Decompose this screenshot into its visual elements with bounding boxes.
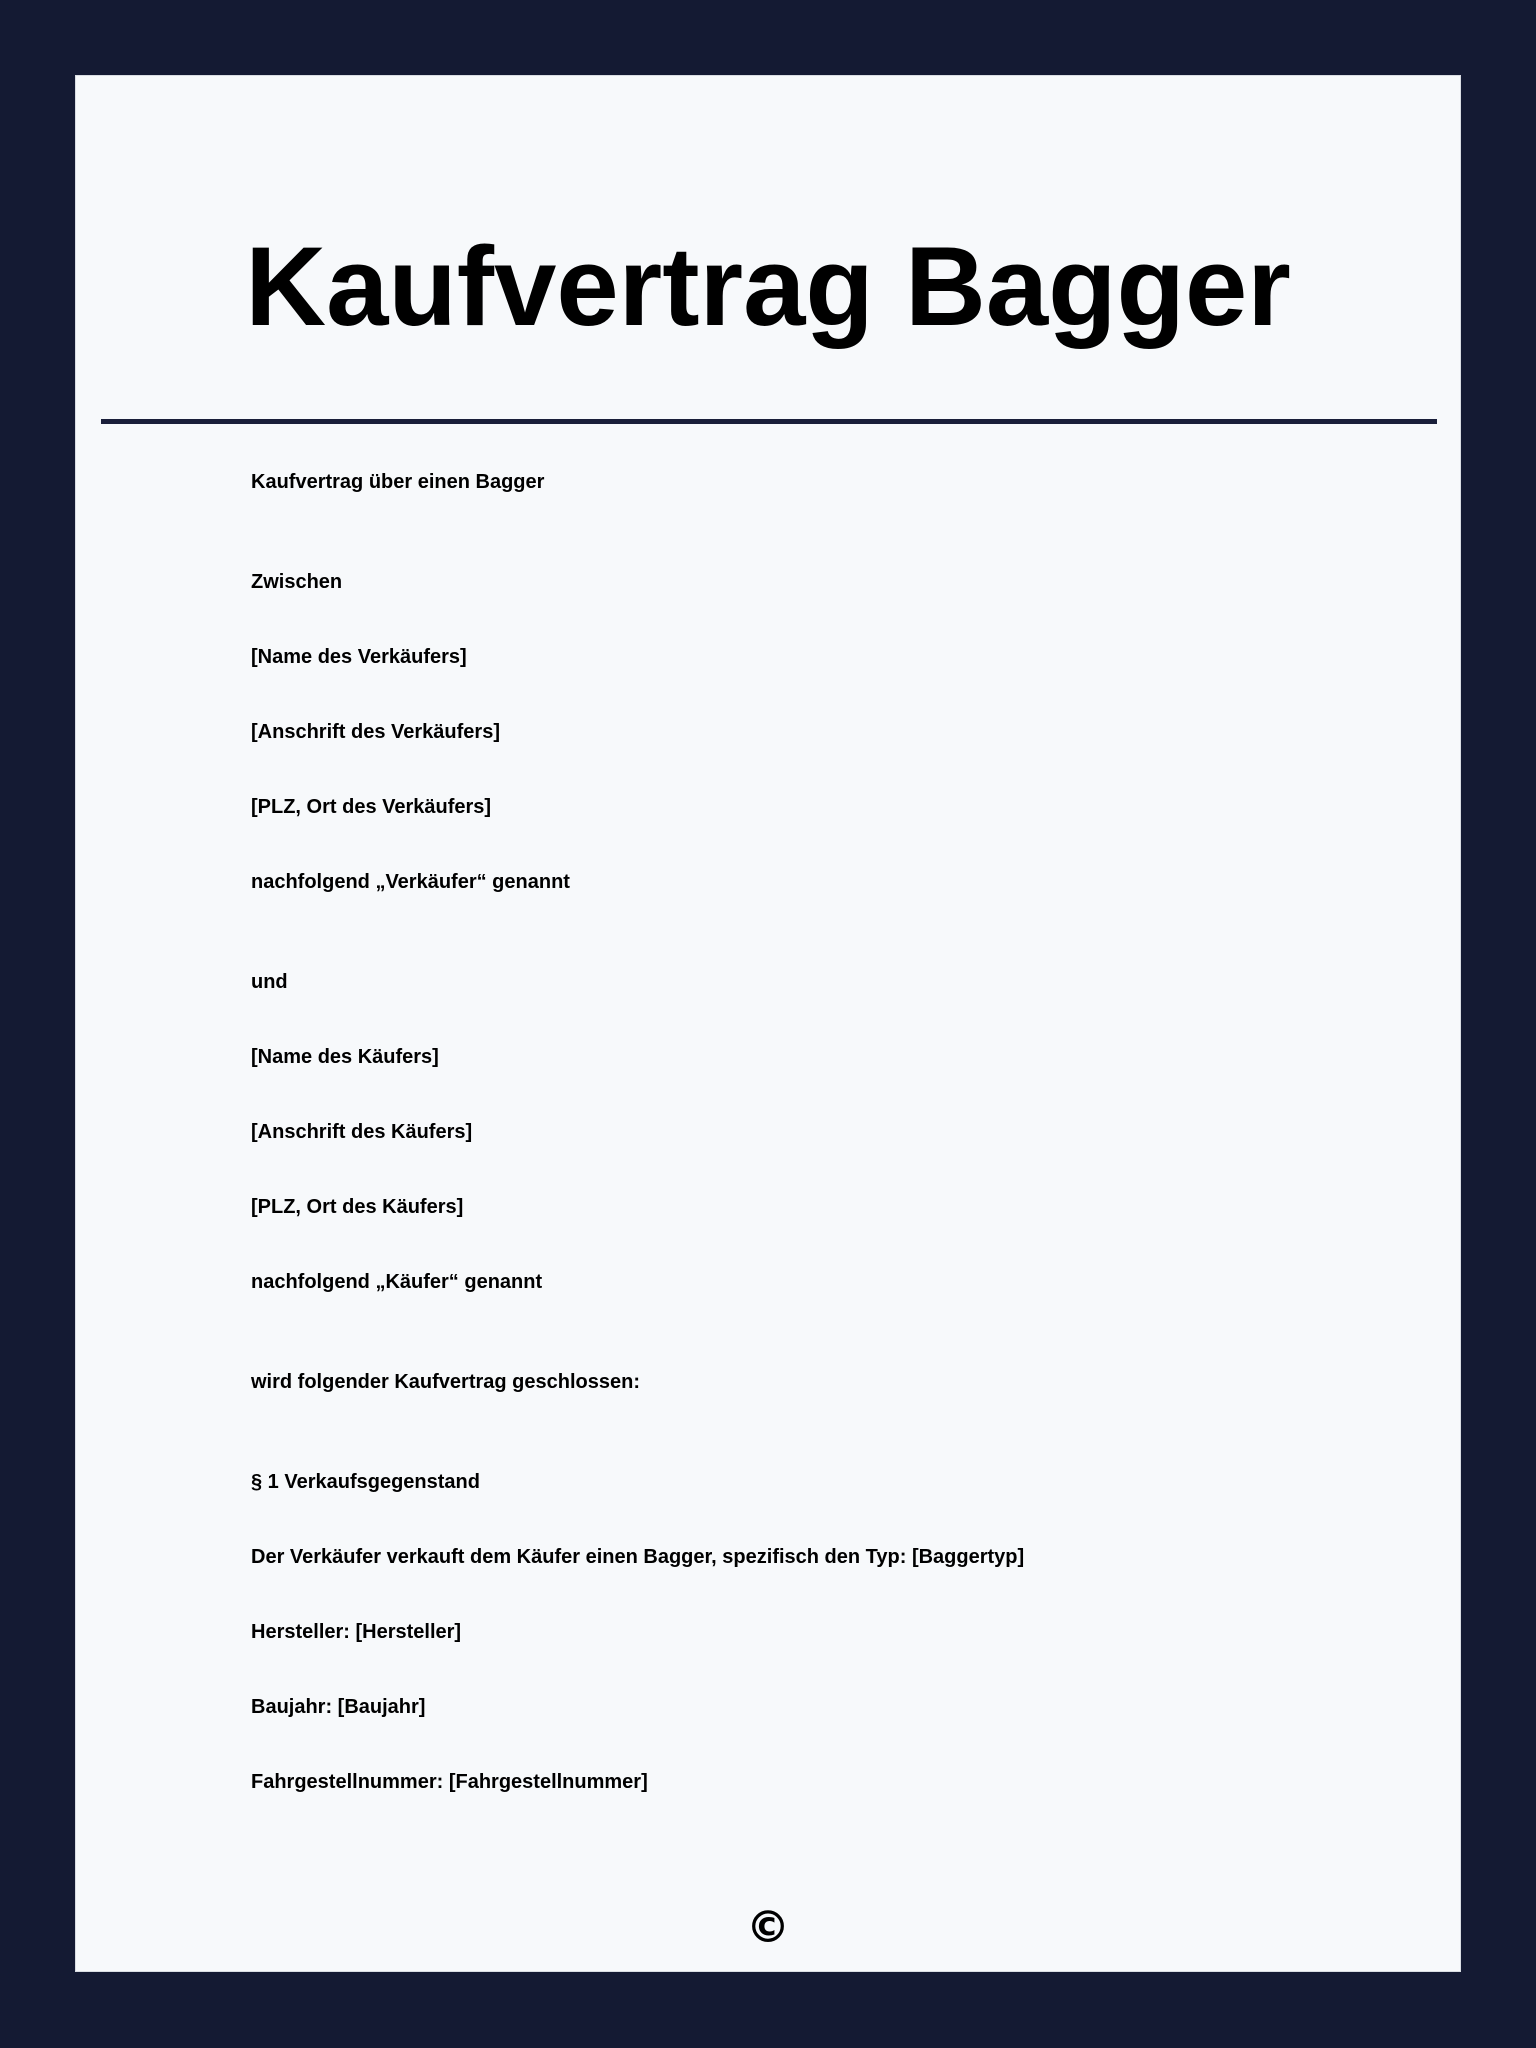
manufacturer-field: Hersteller: [Hersteller]	[251, 1621, 462, 1643]
section-1-heading: § 1 Verkaufsgegenstand	[251, 1471, 480, 1493]
buyer-address: [Anschrift des Käufers]	[251, 1121, 473, 1143]
document-page	[75, 75, 1461, 1972]
document-title: Kaufvertrag Bagger	[245, 224, 1291, 349]
contract-heading: Kaufvertrag über einen Bagger	[251, 471, 545, 493]
party-intro: Zwischen	[251, 571, 343, 593]
seller-city: [PLZ, Ort des Verkäufers]	[251, 796, 492, 818]
party-conjunction: und	[251, 971, 288, 993]
contract-conclusion: wird folgender Kaufvertrag geschlossen:	[251, 1371, 640, 1393]
buyer-city: [PLZ, Ort des Käufers]	[251, 1196, 464, 1218]
build-year-field: Baujahr: [Baujahr]	[251, 1696, 426, 1718]
section-1-clause: Der Verkäufer verkauft dem Käufer einen Bagger, spezifisch den Typ: [Baggertyp]	[251, 1546, 1025, 1568]
chassis-number-field: Fahrgestellnummer: [Fahrgestellnummer]	[251, 1771, 648, 1793]
copyright-icon: ©	[746, 1902, 790, 1953]
seller-name: [Name des Verkäufers]	[251, 646, 467, 668]
buyer-name: [Name des Käufers]	[251, 1046, 439, 1068]
contract-body	[251, 76, 1351, 1971]
buyer-designation: nachfolgend „Käufer“ genannt	[251, 1271, 543, 1293]
seller-designation: nachfolgend „Verkäufer“ genannt	[251, 871, 570, 893]
seller-address: [Anschrift des Verkäufers]	[251, 721, 500, 743]
